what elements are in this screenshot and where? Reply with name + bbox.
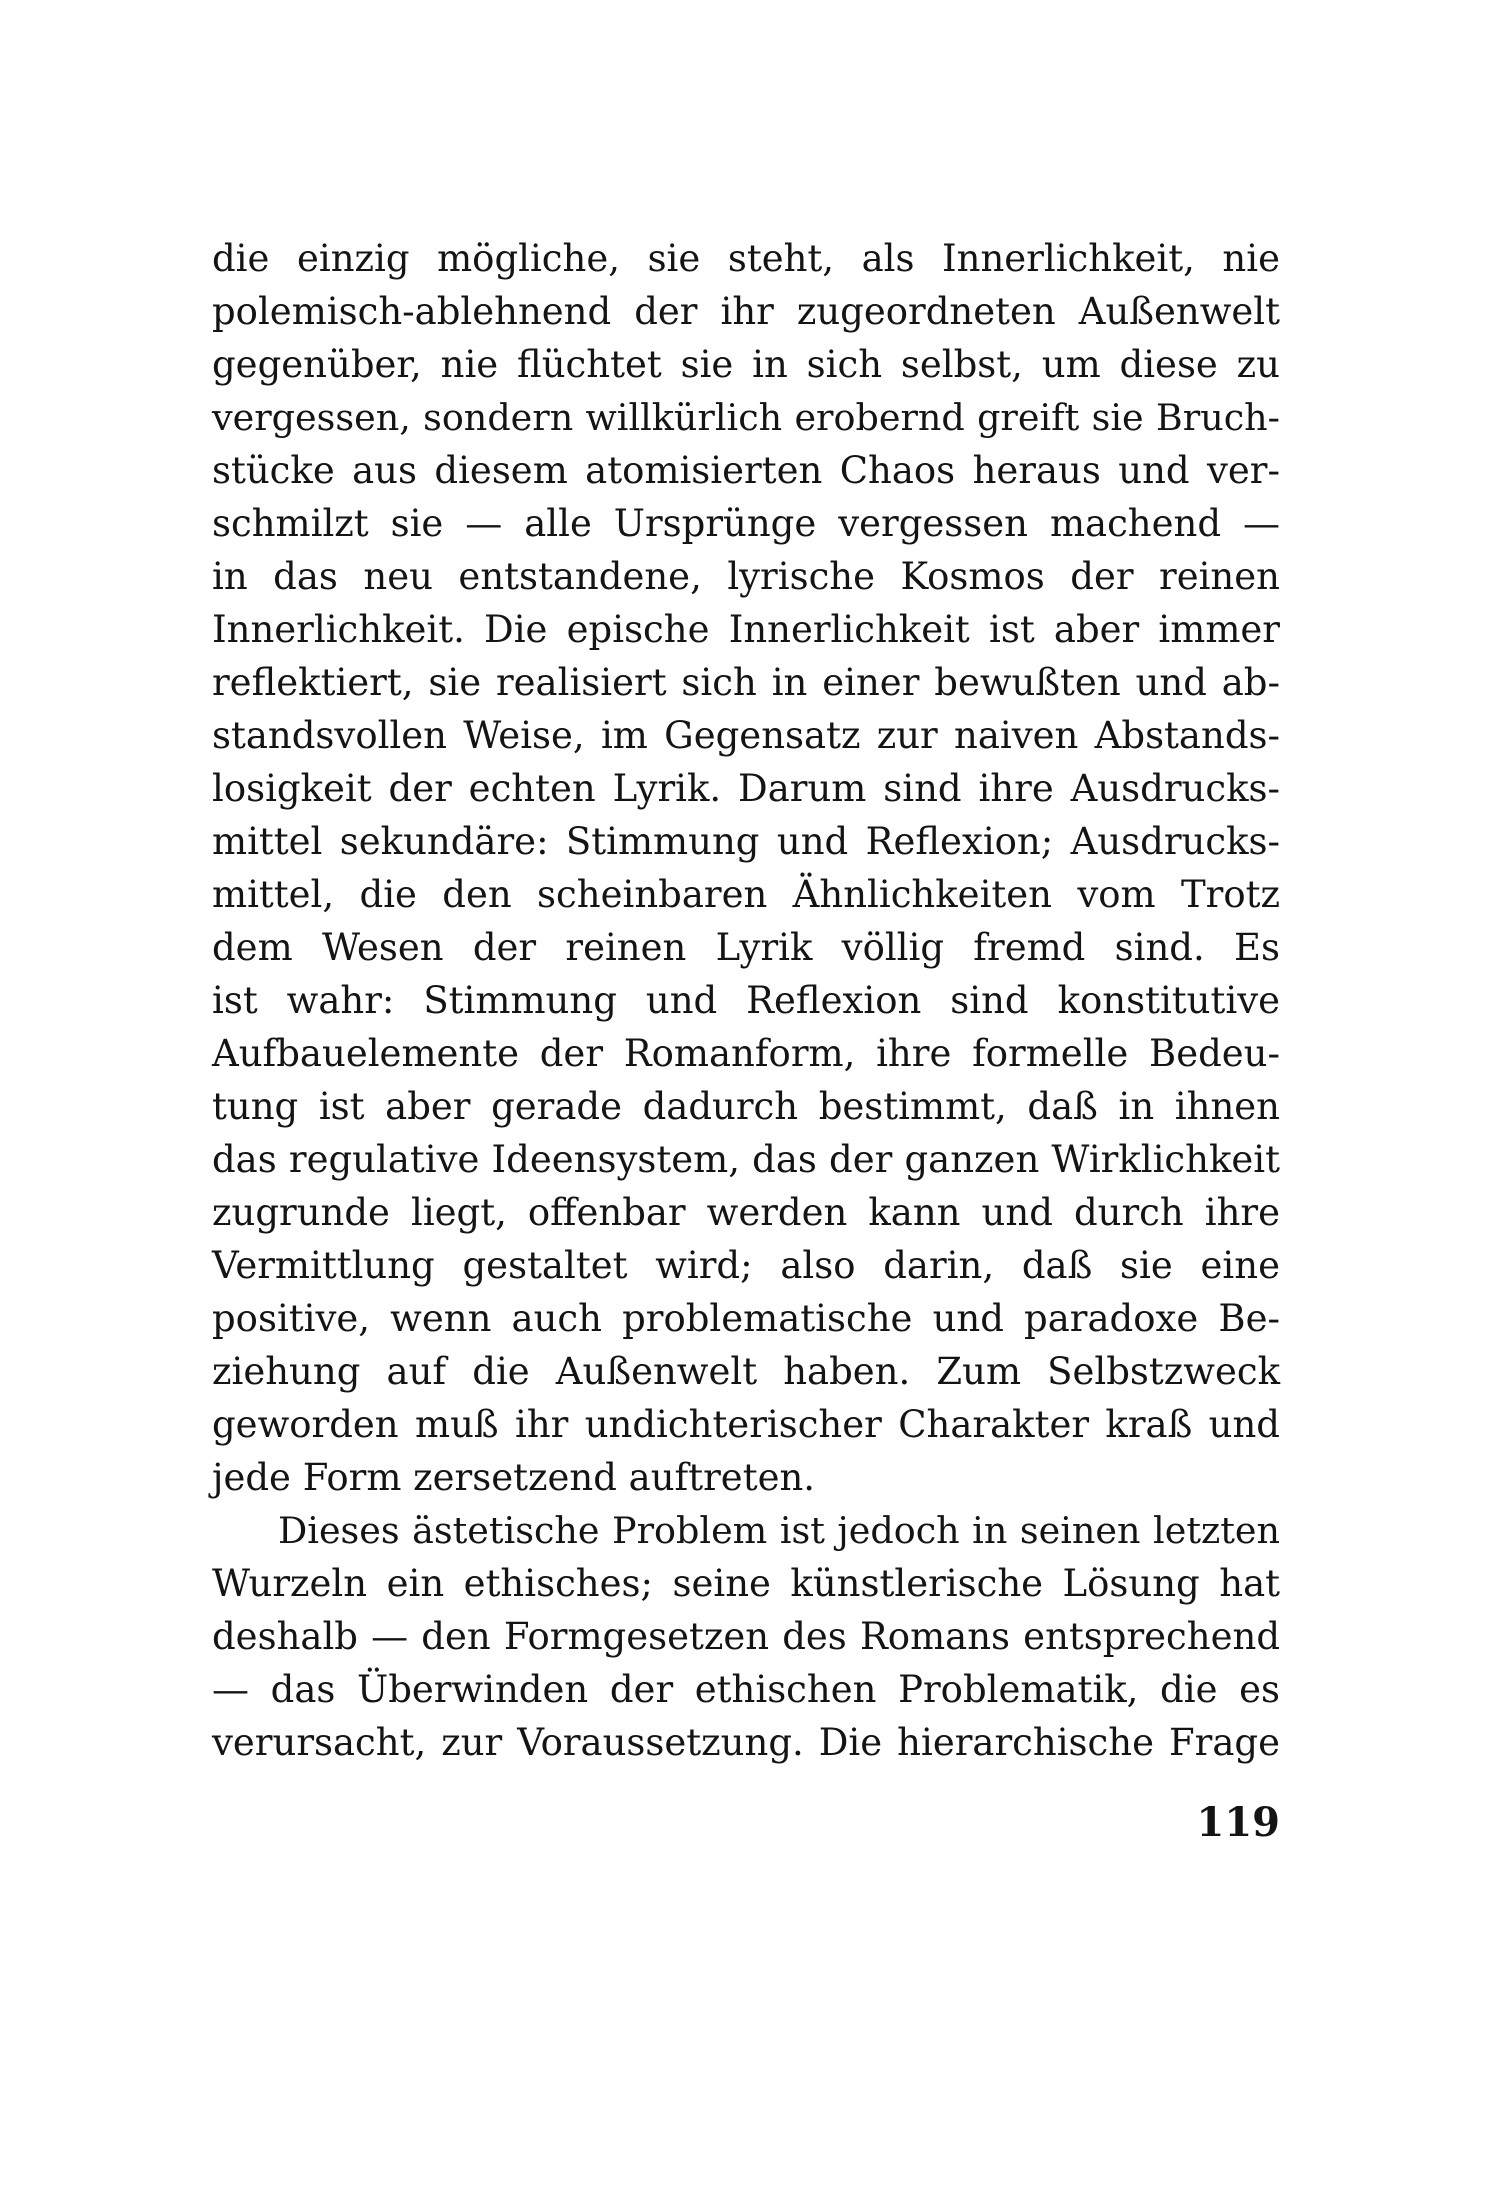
text-line: Vermittlung gestaltet wird; also darin, daß sie eine xyxy=(212,1244,1280,1287)
text-line: — das Überwinden der ethischen Problematik, die es xyxy=(212,1668,1280,1711)
text-line: in das neu entstandene, lyrische Kosmos der reinen xyxy=(212,555,1280,598)
text-line-paragraph-start: Dieses ästetische Problem ist jedoch in seinen letzten xyxy=(278,1509,1280,1552)
text-line: polemisch-ablehnend der ihr zugeordneten Außenwelt xyxy=(212,290,1280,333)
text-line: Wurzeln ein ethisches; seine künstlerische Lösung hat xyxy=(212,1562,1280,1605)
text-line: losigkeit der echten Lyrik. Darum sind ihre Ausdrucks- xyxy=(212,767,1280,810)
text-line: zugrunde liegt, offenbar werden kann und durch ihre xyxy=(212,1191,1280,1234)
text-line: stücke aus diesem atomisierten Chaos heraus und ver- xyxy=(212,449,1280,492)
text-line: Innerlichkeit. Die epische Innerlichkeit ist aber immer xyxy=(212,608,1280,651)
text-line: deshalb — den Formgesetzen des Romans entsprechend xyxy=(212,1615,1280,1658)
text-line: standsvollen Weise, im Gegensatz zur naiven Abstands- xyxy=(212,714,1280,757)
page-number: 119 xyxy=(1196,1799,1280,1846)
text-line: mittel, die den scheinbaren Ähnlichkeiten vom Trotz xyxy=(212,873,1280,916)
text-line: ziehung auf die Außenwelt haben. Zum Selbstzweck xyxy=(212,1350,1280,1393)
text-line: dem Wesen der reinen Lyrik völlig fremd sind. Es xyxy=(212,926,1280,969)
text-line-paragraph-end: jede Form zersetzend auftreten. xyxy=(212,1456,816,1499)
text-line: mittel sekundäre: Stimmung und Reflexion; Ausdrucks- xyxy=(212,820,1280,863)
text-line: ist wahr: Stimmung und Reflexion sind konstitutive xyxy=(212,979,1280,1022)
text-line: gegenüber, nie flüchtet sie in sich selbst, um diese zu xyxy=(212,343,1280,386)
text-line: die einzig mögliche, sie steht, als Innerlichkeit, nie xyxy=(212,237,1280,280)
text-line: verursacht, zur Voraussetzung. Die hierarchische Frage xyxy=(212,1721,1280,1764)
text-line: geworden muß ihr undichterischer Charakter kraß und xyxy=(212,1403,1280,1446)
text-line: Aufbauelemente der Romanform, ihre formelle Bedeu- xyxy=(212,1032,1280,1075)
text-line: das regulative Ideensystem, das der ganzen Wirklichkeit xyxy=(212,1138,1280,1181)
text-line: schmilzt sie — alle Ursprünge vergessen machend — xyxy=(212,502,1280,545)
text-line: vergessen, sondern willkürlich erobernd greift sie Bruch- xyxy=(212,396,1280,439)
text-line: reflektiert, sie realisiert sich in einer bewußten und ab- xyxy=(212,661,1280,704)
text-line: positive, wenn auch problematische und paradoxe Be- xyxy=(212,1297,1280,1340)
text-line: tung ist aber gerade dadurch bestimmt, daß in ihnen xyxy=(212,1085,1280,1128)
